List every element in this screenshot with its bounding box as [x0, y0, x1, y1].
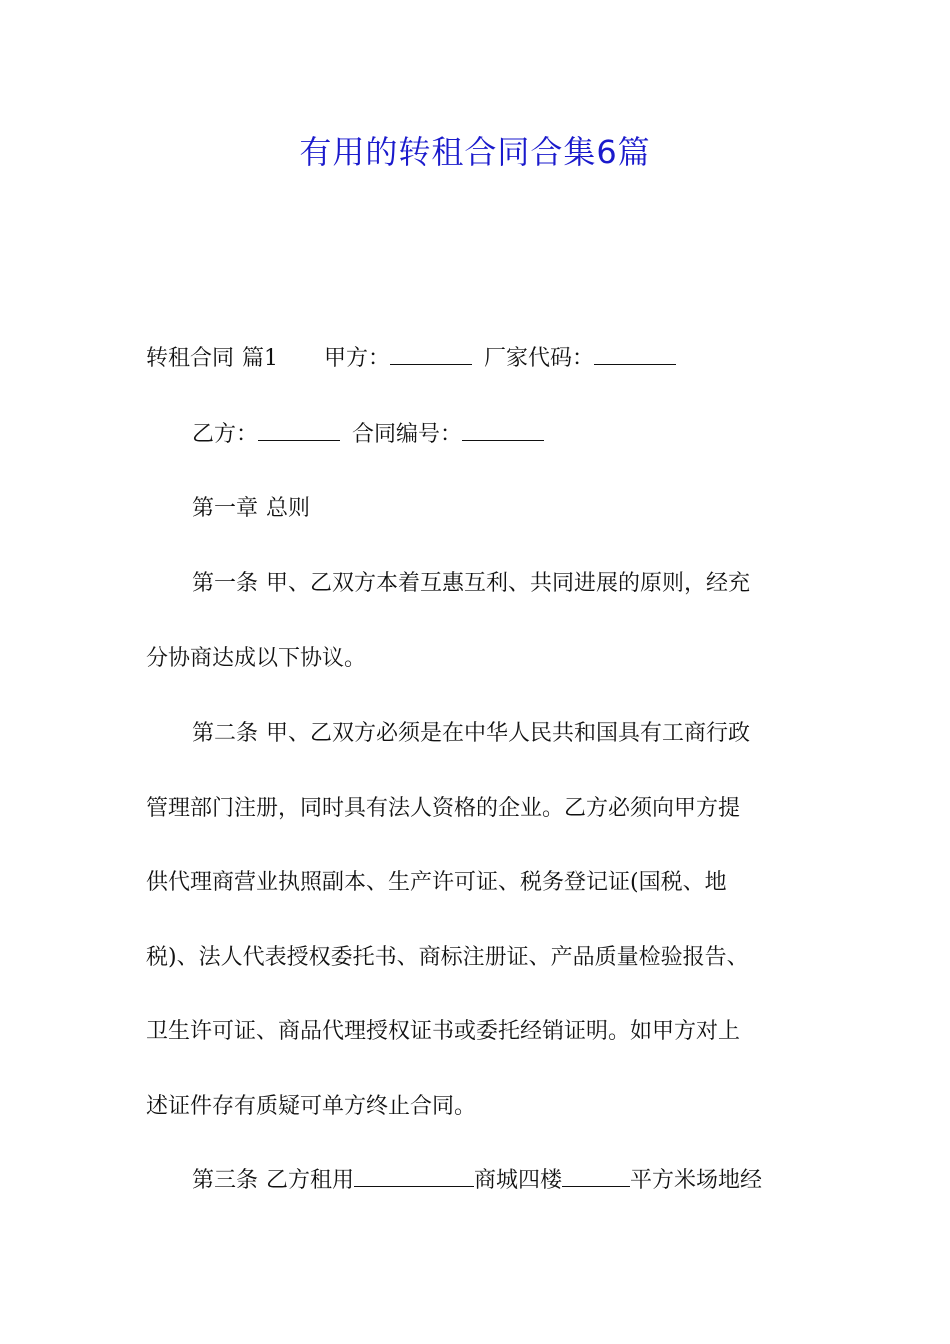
contract-label: 转租合同 [146, 346, 235, 371]
article-3-text-c: 平方米场地经 [630, 1168, 763, 1193]
article-2-line-1 [192, 719, 811, 749]
chapter-number: 第一章 [192, 496, 259, 521]
party-a-blank [390, 344, 472, 365]
article-2-line-6: 述证件存有质疑可单方终止合同。 [146, 1094, 477, 1119]
article-2-line-4: 税)、法人代表授权委托书、商标注册证、产品质量检验报告、 [146, 945, 749, 970]
article-3-line-1 [192, 1166, 811, 1196]
document-title: 有用的转租合同合集6篇 [299, 133, 651, 171]
article-1-line-1 [192, 569, 811, 599]
chapter-title: 总则 [266, 496, 311, 521]
article-2-line-3: 供代理商营业执照副本、生产许可证、税务登记证(国税、地 [146, 870, 727, 895]
part-label: 篇1 [242, 346, 279, 371]
article-3-label: 第三条 [192, 1168, 259, 1193]
party-b-blank [258, 420, 340, 441]
chapter-heading [192, 494, 811, 524]
factory-code-label: 厂家代码： [484, 346, 595, 371]
contract-no-label: 合同编号： [352, 422, 463, 447]
article-2-text: 甲、乙双方必须是在中华人民共和国具有工商行政 [266, 721, 751, 746]
article-2-label: 第二条 [192, 721, 259, 746]
area-blank [562, 1166, 630, 1187]
factory-code-blank [594, 344, 676, 365]
party-b-label: 乙方： [192, 422, 259, 447]
header-line [146, 344, 811, 374]
contract-no-blank [462, 420, 544, 441]
article-2-line-5: 卫生许可证、商品代理授权证书或委托经销证明。如甲方对上 [146, 1019, 741, 1044]
article-3-text-a: 乙方租用 [266, 1168, 355, 1193]
article-1-line-2: 分协商达成以下协议。 [146, 646, 367, 671]
article-3-text-b: 商城四楼 [474, 1168, 563, 1193]
party-b-line [192, 420, 811, 450]
party-a-label: 甲方： [324, 346, 391, 371]
mall-name-blank [354, 1166, 474, 1187]
article-1-text: 甲、乙双方本着互惠互利、共同进展的原则，经充 [266, 571, 751, 596]
article-1-label: 第一条 [192, 571, 259, 596]
article-2-line-2: 管理部门注册，同时具有法人资格的企业。乙方必须向甲方提 [146, 796, 741, 821]
